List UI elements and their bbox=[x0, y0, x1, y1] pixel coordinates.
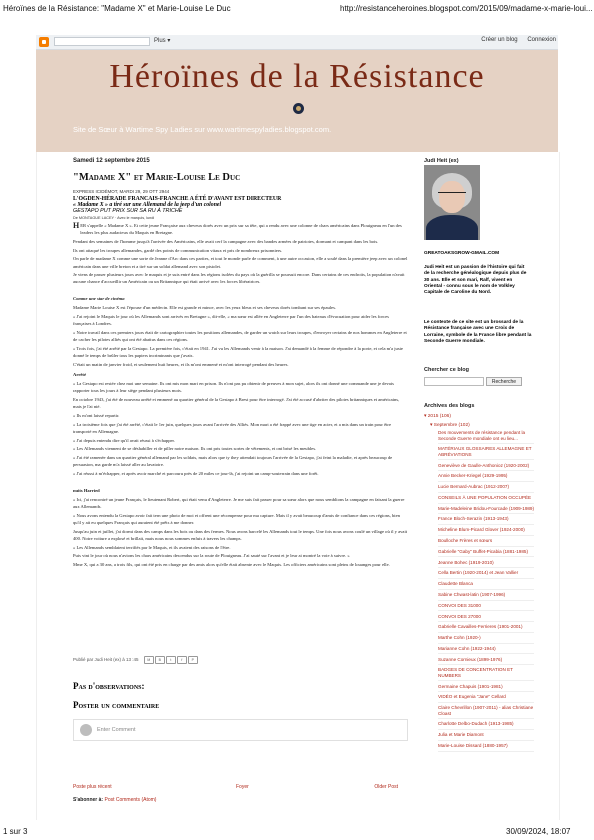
section-heading: Arrêté bbox=[73, 371, 87, 377]
paragraph: « La Gestapo est restée chez moi une semaine. Ils ont mis mon mari en prison. Ils n'ont pas pu obtenir de preuves à mon sujet, alors ils ont donné une commande une je devais rapporter tous les jours à leur siège pendant plusieurs mois. bbox=[73, 381, 394, 394]
paragraph: « Les Allemands viennent de se déshabiller et de piller notre maison. Ils ont pris toutes sortes de vêtements, et ont brisé les meubles. bbox=[73, 446, 317, 452]
blog-intro: Le contexte de ce site est un brossard de la Résistance française avec une Croix de Lorraine, symbole de la France libre pendant la Seconde Guerre mondiale. bbox=[424, 320, 532, 344]
subscribe-label: S'abonner à: bbox=[73, 797, 104, 803]
archive-post-link[interactable]: Marie-Louise Dissard (1880-1957) bbox=[438, 741, 534, 752]
archive-month-toggle[interactable]: ▾ Septembre (102) bbox=[430, 423, 470, 428]
archive-post-link[interactable]: Julia et Marie Diamont bbox=[438, 730, 534, 741]
avatar-icon bbox=[80, 724, 92, 736]
login-link[interactable]: Connexion bbox=[527, 37, 556, 43]
archive-post-link[interactable]: Claudette Blanca bbox=[438, 579, 534, 590]
drop-cap: H bbox=[73, 221, 80, 230]
paragraph: « Trois fois, j'ai été arrêté par la Gestapo. La première fois, c'était en 1941. J'ai vu les Allemands venir à la maison. J'ai demandé à la femme de répondre à la porte, et cela m'a juste donné le temps de brûler tous les papiers incriminants que j'avais. bbox=[73, 345, 403, 359]
archive-post-link[interactable]: Gabrielle Cavailles-Ferrieres (1901-2001) bbox=[438, 622, 534, 633]
clipping-headline: L'OGDEN-HÉRADE FRANCAIS-FRANCHE A ÉTÉ D'AVANT EST DIRECTEUR bbox=[73, 196, 282, 202]
paragraph: « La troisième fois que j'ai été arrêté, c'était le 1er juin, quelques jours avant l'arrivée des Alliés. Mon mari a été frappé avec une tige en acier, et a mis dans un train pour être transporté en Allemagne. bbox=[73, 421, 391, 434]
post-body bbox=[73, 222, 408, 568]
paragraph: « J'ai depuis entendu dire qu'il avait réussi à s'échapper. bbox=[73, 437, 175, 443]
archive-post-link[interactable]: Boulloche Frères et sœurs bbox=[438, 536, 534, 547]
newer-post-link[interactable]: Poste plus récent bbox=[73, 784, 112, 790]
post-author-line: Publié par Judi Heit (ex) à 13 :45 bbox=[73, 657, 139, 663]
paragraph: Je viens de passer plusieurs jours avec le maquis et je suis entré dans les régions isolées du pays où la guérilla se poursuit encore. Dans certains de ces endroits, la population n'avait aucune chance d'accueillir un Américain ou un Britannique qui était arrivé avec les forces libératrices. bbox=[73, 272, 405, 285]
blog-search-input[interactable] bbox=[424, 377, 484, 386]
section-heading: Comme une star de cinéma bbox=[73, 296, 125, 302]
archive-post-link[interactable]: Annie Becker-Kriegel (1929-1995) bbox=[438, 471, 534, 482]
archive-post-link[interactable]: Germaine Chapuis (1901-1981) bbox=[438, 681, 534, 692]
archive-post-link[interactable]: CONVOI DES 27000 bbox=[438, 611, 534, 622]
paragraph: Puis vint le jour où nous n'avions les chars américains descendus sur la route de Plouigneau. J'ai sauté sur l'avant et je leur ai montré la voie à suivre. » bbox=[73, 553, 350, 559]
archive-post-list bbox=[424, 428, 534, 752]
blogger-logo-icon[interactable] bbox=[39, 37, 49, 47]
create-blog-link[interactable]: Créer un blog bbox=[481, 37, 518, 43]
home-link[interactable]: Foyer bbox=[236, 784, 249, 790]
paragraph: « Ils m'ont laissé repartir. bbox=[73, 412, 120, 418]
search-title: Chercher ce blog bbox=[424, 367, 469, 373]
archive-post-link[interactable]: Cella Bertin (1920-2014) et Jean Vallier bbox=[438, 568, 534, 579]
paragraph: « J'ai été ramenée dans un quartier général allemand par les soldats, mais alors que ty they attendait toujours l'arrivée de la Gestapo, j'ai feint la maladie, et après beaucoup de persuasion, ma garde m'a laissé aller au lavatoire. bbox=[73, 454, 393, 468]
archive-post-link[interactable]: CONVOI DES 31000 bbox=[438, 601, 534, 612]
paragraph: Ils ont attaqué les troupes allemandes, gardé des points de communication vitaux et pris de nombreux prisonniers. bbox=[73, 247, 283, 253]
blog-subtitle: Site de Sœur à Wartime Spy Ladies sur www.wartimespyladies.blogspot.com. bbox=[73, 125, 332, 134]
print-header-url: http://resistanceheroines.blogspot.com/2015/09/madame-x-marie-loui... bbox=[340, 4, 593, 13]
archive-post-link[interactable]: Geneviève de Gaulle-Anthonioz (1920-2002) bbox=[438, 460, 534, 471]
paragraph: ER s'appelle « Madame X ». Et cette jeune Française aux cheveux dorés avec un prix sur sa tête, qui a rendu avec une colonne de chars américains dans Plouigneau en l'un des leaders les plus audacieux du Maquis en Bretagne. bbox=[80, 223, 402, 236]
paragraph: « Les Allemands semblaient terrifiés par le Maquis, et ils avaient des raisons de l'être. bbox=[73, 544, 231, 550]
paragraph: « Nous avons entendu la Gestapo avoir fait tern une photo de moi et offrent une récompense pour ma capture. Mais il y avait beaucoup d'amis de confiance dans ces régions, bien qu'il y ait eu quelques Français qui auraient été prêts à me donner. bbox=[73, 512, 400, 525]
clipping-byline: De MONTAGUE LACEY · Avec le marquis, lundi bbox=[73, 216, 155, 220]
emblem-icon bbox=[293, 103, 304, 114]
post-footer bbox=[73, 656, 408, 664]
archive-post-link[interactable]: CONSEILS À UNE POPULATION OCCUPÉE bbox=[438, 493, 534, 504]
paragraph: « Notre travail dans ces premiers jours était de cartographier toutes les positions allemandes, de garder un watch sur leurs troupes, d'envoyer certains de nos hommes en Angleterre et de cacher les pilotes alliés qui ont été abattus dans ces régions. bbox=[73, 329, 407, 343]
share-twitter-button[interactable]: t bbox=[166, 656, 176, 664]
share-facebook-button[interactable]: f bbox=[177, 656, 187, 664]
blog-archive bbox=[424, 403, 534, 752]
post-comment-heading: Poster un commentaire bbox=[73, 700, 160, 710]
subscribe-link[interactable]: Post Comments (Atom) bbox=[104, 797, 157, 803]
clipping-kicker: GESTAPO PUT PRIX SUR SA RU À TRICHE bbox=[73, 208, 183, 214]
clipping-meta: EXPRESS ICIDÉMOT, MARDI 29, 29 OTT 2944 bbox=[73, 189, 170, 194]
post-title[interactable]: "Madame X" et Marie-Louise Le Duc bbox=[73, 172, 241, 183]
archive-post-link[interactable]: Gabrielle "Gaby" Buffet-Picabia (1881-1985) bbox=[438, 547, 534, 558]
paragraph: On parle de madame X comme une sorte de Jeanne d'Arc dans ces parties, et tout le monde parle de comment, à une autre occasion, elle a soulé dans la première jeep avec un colonel américain dans une ville breton et a tiré sur un soldat allemand avec son pistolet. bbox=[73, 256, 408, 269]
paragraph: En octobre 1943, j'ai été de nouveau arrêté et emmené au quartier général de la Gestapo à Brest pour être interrogé. J'ai été accusé d'abriter des pilotes britanniques et américains, mais je l'ai nié. bbox=[73, 397, 400, 410]
share-email-button[interactable]: M bbox=[144, 656, 154, 664]
post-date: Samedi 12 septembre 2015 bbox=[73, 158, 150, 164]
archive-year-toggle[interactable]: ▾ 2015 (106) bbox=[424, 414, 451, 419]
comment-box[interactable] bbox=[73, 719, 408, 741]
share-buttons bbox=[144, 656, 198, 664]
archive-post-link[interactable]: BADGES DE CONCENTRATION ET NUMBERS bbox=[438, 665, 534, 681]
profile-email: GREATOAKSGROW-GMAIL.COM bbox=[424, 251, 500, 256]
print-header-title: Héroïnes de la Résistance: "Madame X" et Marie-Louise Le Duc bbox=[3, 4, 231, 13]
blog-title[interactable]: Héroïnes de la Résistance bbox=[109, 58, 485, 95]
profile-name[interactable]: Judi Heit (ex) bbox=[424, 158, 459, 164]
archive-post-link[interactable]: Des mouvements de résistance pendant la Seconde Guerre mondiale ont eu lieu... bbox=[438, 428, 534, 444]
archive-post-link[interactable]: Marianne Cohn (1922-1944) bbox=[438, 644, 534, 655]
archive-post-link[interactable]: Sabine Chwast-latin (1907-1996) bbox=[438, 590, 534, 601]
paragraph: Jusqu'au juin et juillet, j'ai dormi dans des camps dans les bois ou dans des fermes. Nous avons harcelé les Allemands tout le temps. Une fois nous avons coulé un village où il y avait 400. Notre voiture a explosé et brillait, mais nous nous sommes enfuis à travers les champs. bbox=[73, 528, 408, 541]
navbar-more-button[interactable]: Plus ▾ bbox=[154, 38, 171, 44]
profile-photo[interactable] bbox=[424, 165, 480, 240]
archive-post-link[interactable]: VIDÉO et Eugenia "Jane" Cellard bbox=[438, 692, 534, 703]
paragraph: Pendant des semaines de l'homme jusqu'à l'arrivée des Américains, elle avait cerf la campagne avec des bandes armées de patriotes, dormant et campant dans les bois. bbox=[73, 238, 379, 244]
search-button[interactable]: Recherche bbox=[486, 377, 522, 386]
archive-title: Archives des blogs bbox=[424, 403, 475, 409]
main-column bbox=[73, 158, 408, 570]
blogger-navbar bbox=[36, 35, 558, 50]
comment-input[interactable]: Enter Comment bbox=[97, 727, 136, 733]
archive-post-link[interactable]: Jeanne Bohec (1919-2010) bbox=[438, 557, 534, 568]
paragraph: « Ici, j'ai rencontré un jeune Français, le lieutenant Robert, qui était venu d'Angleterre. Je me suis fait passer pour sa sœur alors que nous semblions la campagne en faisant la guerre aux Allemands. bbox=[73, 496, 405, 509]
print-footer-page: 1 sur 3 bbox=[3, 827, 28, 836]
archive-post-link[interactable]: Claire Chevrillon (1907-2011) - alias Christiane Cloast bbox=[438, 703, 534, 719]
paragraph: « J'ai rejoint le Maquis le jour où les Allemands sont arrivés en Bretagne », dit-elle, « ma sœur est allée en Angleterre par l'un des bateaux d'évacuation pour aider les forces françaises à Londres. bbox=[73, 314, 389, 327]
print-footer-timestamp: 30/09/2024, 18:07 bbox=[506, 827, 571, 836]
paragraph: C'était un matin de janvier froid, et seulement huit heures, et ils m'ont emmené et m'ont interrogé pendant des heures. bbox=[73, 361, 289, 367]
share-pinterest-button[interactable]: P bbox=[188, 656, 198, 664]
subscribe-line bbox=[73, 797, 156, 803]
clipping-deck: « Madame X » a tiré sur une Allemand de la jeep d'un colonel bbox=[73, 202, 222, 208]
paragraph: Madame Marie Louise X est l'épouse d'un médecin. Elle est grande et mince, avec les yeux bleus et ses cheveux dorés tombant sur ses épaules. bbox=[73, 305, 337, 311]
observations-heading: Pas d'observations: bbox=[73, 681, 145, 691]
archive-post-link[interactable]: Marthe Cohn (1920-) bbox=[438, 633, 534, 644]
archive-post-link[interactable]: Micheline Blum-Picard Glover (1924-2000) bbox=[438, 525, 534, 536]
archive-post-link[interactable]: Charlotte Delbo-Dudach (1913-1985) bbox=[438, 719, 534, 730]
paragraph: Mme X, qui a 30 ans, a trois fils, qui ont été pris en charge par des amis alors qu'elle était absente avec le Maquis. Les officiers américains sont pleins de louanges pour elle. bbox=[73, 561, 390, 567]
paragraph: « J'ai réussi à m'échapper, et après avoir marché et parcouru près de 20 miles ce jour-là, j'ai rejoint un camp-souterrain dans une forêt. bbox=[73, 470, 319, 476]
section-heading: nuits Harried bbox=[73, 487, 100, 493]
profile-bio: Judi Heit est un passion de l'histoire qui fait de la recherche généalogique depuis plus de 30 ans. Elle et son mari, Ralf, vivent en Oriental - connu sous le nom de Volkley Capitale de Caroline du Nord. bbox=[424, 265, 527, 296]
archive-post-link[interactable]: MATÉRIAUX GLOSSAIRES ALLEMAGNE ET ABRÉVIATIONS bbox=[438, 444, 534, 460]
share-blog-button[interactable]: B bbox=[155, 656, 165, 664]
navbar-links bbox=[473, 37, 556, 43]
archive-post-link[interactable]: Marie-Madeleine Bridou-Fourcade (1909-1989) bbox=[438, 504, 534, 515]
archive-post-link[interactable]: Suzanne Cornieux (1899-1976) bbox=[438, 654, 534, 665]
navbar-search-input[interactable] bbox=[54, 37, 150, 46]
archive-post-link[interactable]: France Bloch-Serazin (1913-1943) bbox=[438, 514, 534, 525]
older-post-link[interactable]: Older Post bbox=[374, 784, 398, 790]
archive-post-link[interactable]: Lucie Bernard-Aubrac (1912-2007) bbox=[438, 482, 534, 493]
